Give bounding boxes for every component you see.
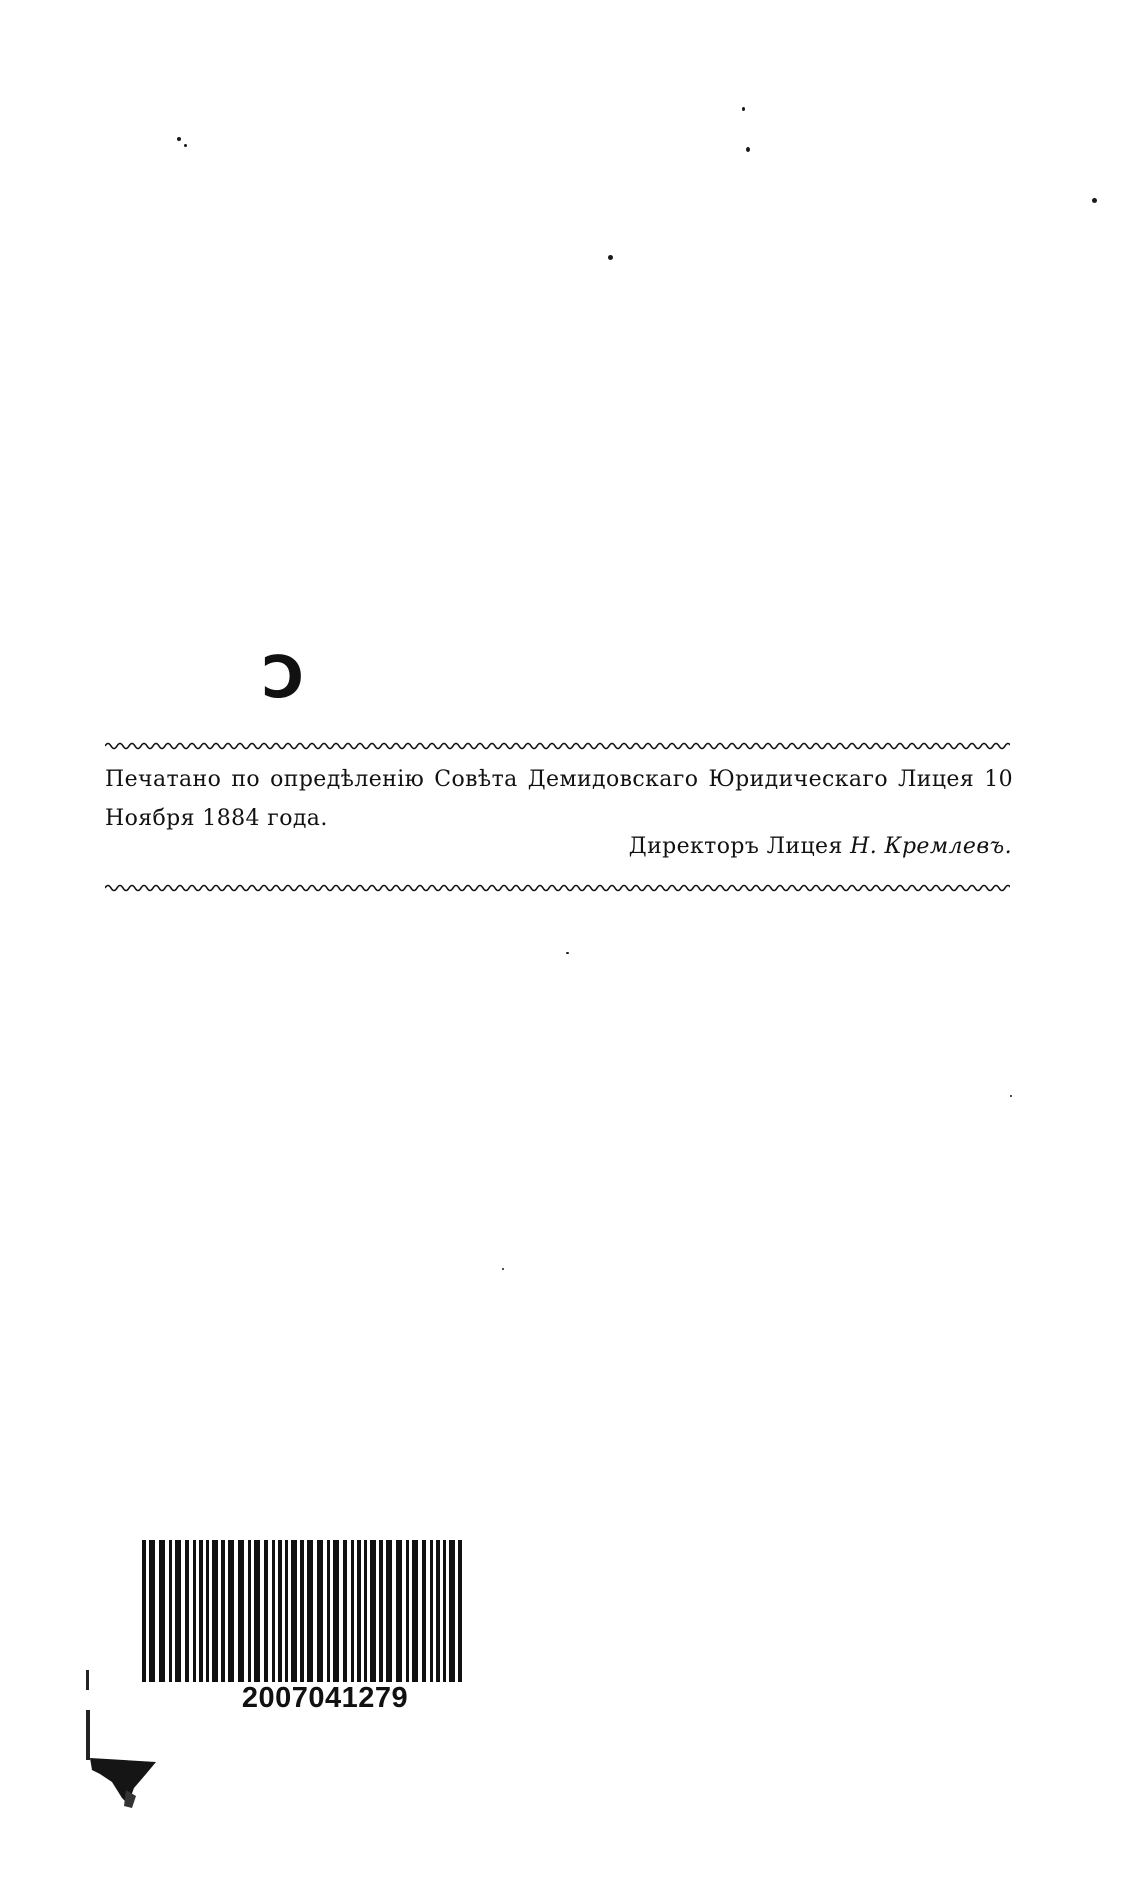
barcode-bar [285,1540,288,1682]
barcode-number: 2007041279 [241,1682,409,1714]
scan-speck [184,144,187,147]
barcode-bar [422,1540,426,1682]
barcode-bar [175,1540,181,1682]
barcode-bar [406,1540,409,1682]
barcode-bar [370,1540,376,1682]
barcode-bar [351,1540,354,1682]
barcode-bar [343,1540,347,1682]
scan-speck [177,137,181,141]
scan-speck [608,255,613,260]
barcode-bar [386,1540,392,1682]
scan-edge-shadow [86,1670,166,1810]
barcode-bar [212,1540,218,1682]
barcode-bar [248,1540,251,1682]
barcode-bar [254,1540,260,1682]
barcode-bar [238,1540,244,1682]
top-wavy-rule [105,740,1010,752]
scan-speck [1092,198,1097,203]
barcode-bar [333,1540,339,1682]
scan-speck [742,107,745,111]
barcode-bars [140,1540,470,1682]
barcode-bar [379,1540,383,1682]
scan-speck [502,1268,504,1270]
bottom-wavy-rule [105,882,1010,894]
barcode-bar [307,1540,313,1682]
barcode-bar [228,1540,234,1682]
imprint-text: Печатано по опредѣленію Совѣта Демидовскаго Юридическаго Лицея 10 Ноября 1884 года. [105,767,1013,831]
barcode-bar [327,1540,330,1682]
barcode-bar [264,1540,268,1682]
barcode-bar [300,1540,304,1682]
barcode-bar [193,1540,196,1682]
barcode-bar [278,1540,282,1682]
barcode-bar [206,1540,209,1682]
barcode-bar [169,1540,172,1682]
barcode-bar [185,1540,189,1682]
barcode-bar [430,1540,433,1682]
barcode-bar [412,1540,418,1682]
library-barcode [140,1540,470,1715]
barcode-bar [221,1540,225,1682]
barcode-bar [272,1540,275,1682]
director-signature [629,834,1012,859]
barcode-bar [449,1540,455,1682]
barcode-bar [357,1540,361,1682]
barcode-bar [199,1540,203,1682]
scan-speck [1010,1095,1012,1097]
signature-role: Директоръ Лицея [628,834,843,859]
signature-name: Н. Кремлевъ. [850,834,1012,859]
barcode-bar [159,1540,165,1682]
barcode-bar [291,1540,297,1682]
barcode-bar [443,1540,446,1682]
barcode-bar [458,1540,462,1682]
scan-speck [566,952,569,954]
barcode-bar [317,1540,323,1682]
barcode-bar [149,1540,155,1682]
stamp-mark-icon: Ɔ [262,643,305,711]
barcode-bar [436,1540,440,1682]
barcode-bar [142,1540,146,1682]
barcode-bar [364,1540,367,1682]
barcode-bar [396,1540,402,1682]
scan-speck [746,147,750,152]
